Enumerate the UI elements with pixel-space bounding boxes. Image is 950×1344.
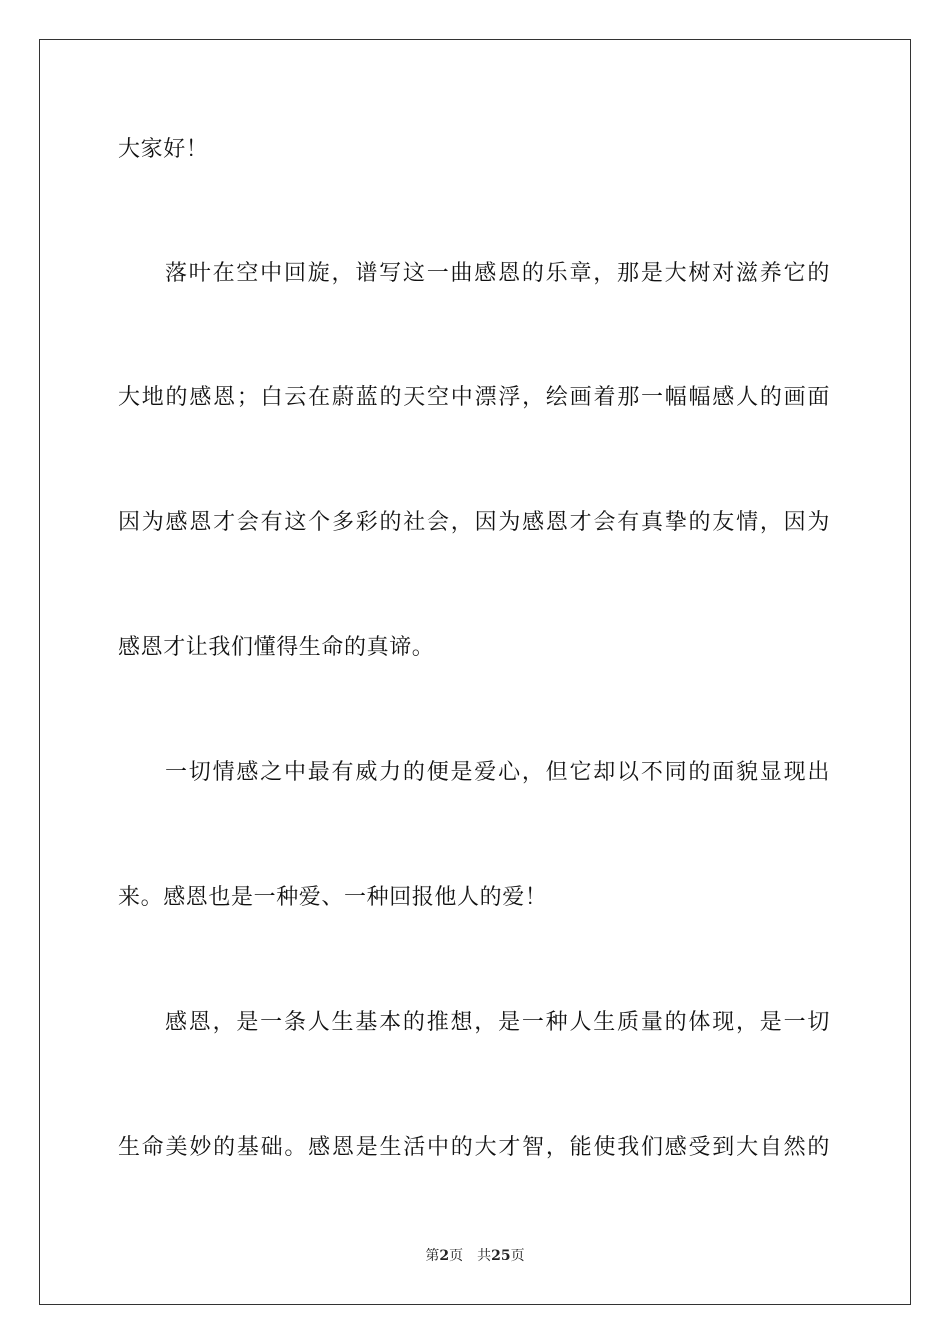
paragraph-3-line-1: 感恩，是一条人生基本的推想，是一种人生质量的体现，是一切 xyxy=(165,1010,830,1035)
page-footer xyxy=(0,1246,950,1266)
page-prefix: 第 xyxy=(425,1248,440,1264)
page-border xyxy=(39,39,911,1305)
greeting-line: 大家好！ xyxy=(118,137,209,162)
total-suffix: 页 xyxy=(510,1248,525,1264)
total-pages: 25 xyxy=(491,1248,511,1264)
paragraph-1-line-4: 感恩才让我们懂得生命的真谛。 xyxy=(118,635,435,660)
paragraph-1-line-1: 落叶在空中回旋，谱写这一曲感恩的乐章，那是大树对滋养它的 xyxy=(165,261,830,286)
paragraph-3-line-2: 生命美妙的基础。感恩是生活中的大才智，能使我们感受到大自然的 xyxy=(118,1135,830,1160)
paragraph-2-line-2: 来。感恩也是一种爱、一种回报他人的爱！ xyxy=(118,885,548,910)
paragraph-1-line-3: 因为感恩才会有这个多彩的社会，因为感恩才会有真挚的友情，因为 xyxy=(118,510,830,535)
total-prefix: 共 xyxy=(477,1248,492,1264)
page-number: 2 xyxy=(439,1248,450,1264)
page-suffix: 页 xyxy=(449,1248,464,1264)
paragraph-1-line-2: 大地的感恩；白云在蔚蓝的天空中漂浮，绘画着那一幅幅感人的画面 xyxy=(118,385,830,410)
paragraph-2-line-1: 一切情感之中最有威力的便是爱心，但它却以不同的面貌显现出 xyxy=(165,760,830,785)
